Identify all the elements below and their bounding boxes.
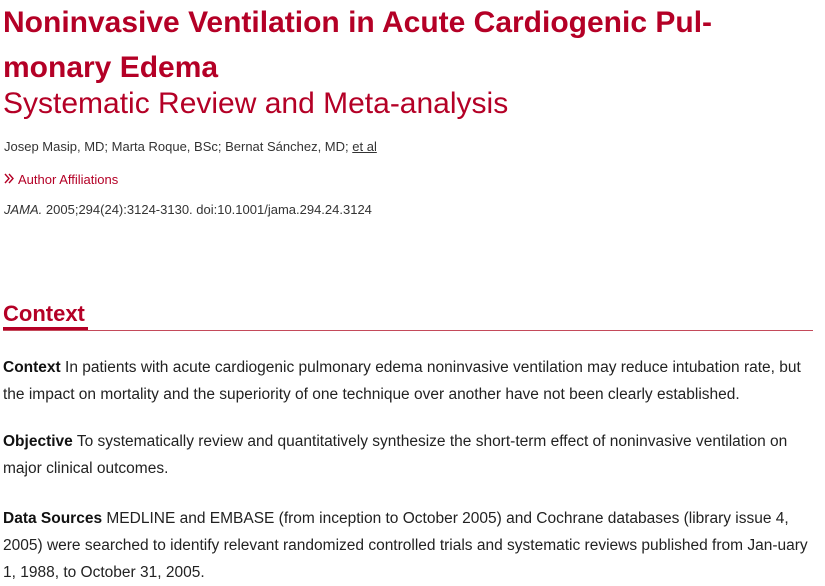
section-tab-context[interactable]: Context — [3, 301, 85, 326]
abstract-text: In patients with acute cardiogenic pulmonary edema noninvasive ventilation may reduce intubation rate, but the impact on mortality and the superiority of one technique over another have not been clearly established. — [3, 359, 801, 403]
abstract-label: Objective — [3, 433, 73, 450]
author-affiliations-toggle[interactable] — [4, 171, 118, 189]
abstract-text: MEDLINE and EMBASE (from inception to October 2005) and Cochrane databases (library issue 4, 2005) were searched to identify relevant randomized controlled trials and systematic reviews published from Jan-uary 1, 1988, to October 31, 2005. — [3, 510, 808, 581]
article-title — [3, 0, 813, 90]
abstract-context — [3, 354, 813, 408]
abstract-objective — [3, 428, 813, 482]
article-title-line1: Noninvasive Ventilation in Acute Cardiogenic Pul- — [3, 6, 713, 39]
abstract-label: Data Sources — [3, 510, 103, 527]
article-subtitle: Systematic Review and Meta-analysis — [3, 87, 509, 120]
author-list — [4, 138, 377, 156]
article-title-line2: monary Edema — [3, 51, 219, 84]
abstract-text: To systematically review and quantitatively synthesize the short-term effect of noninvasive ventilation on major clinical outcomes. — [3, 433, 788, 477]
abstract-label: Context — [3, 359, 61, 376]
journal-name: JAMA. — [4, 202, 43, 217]
author-names: Josep Masip, MD; Marta Roque, BSc; Bernat Sánchez, MD; — [4, 139, 349, 154]
abstract-data-sources — [3, 505, 813, 586]
et-al-link[interactable]: et al — [352, 139, 377, 154]
author-affiliations-label: Author Affiliations — [18, 172, 119, 187]
citation-details: 2005;294(24):3124-3130. doi:10.1001/jama.294.24.3124 — [45, 202, 372, 217]
section-divider — [3, 330, 813, 331]
double-chevron-right-icon — [4, 171, 18, 189]
citation — [4, 201, 372, 219]
